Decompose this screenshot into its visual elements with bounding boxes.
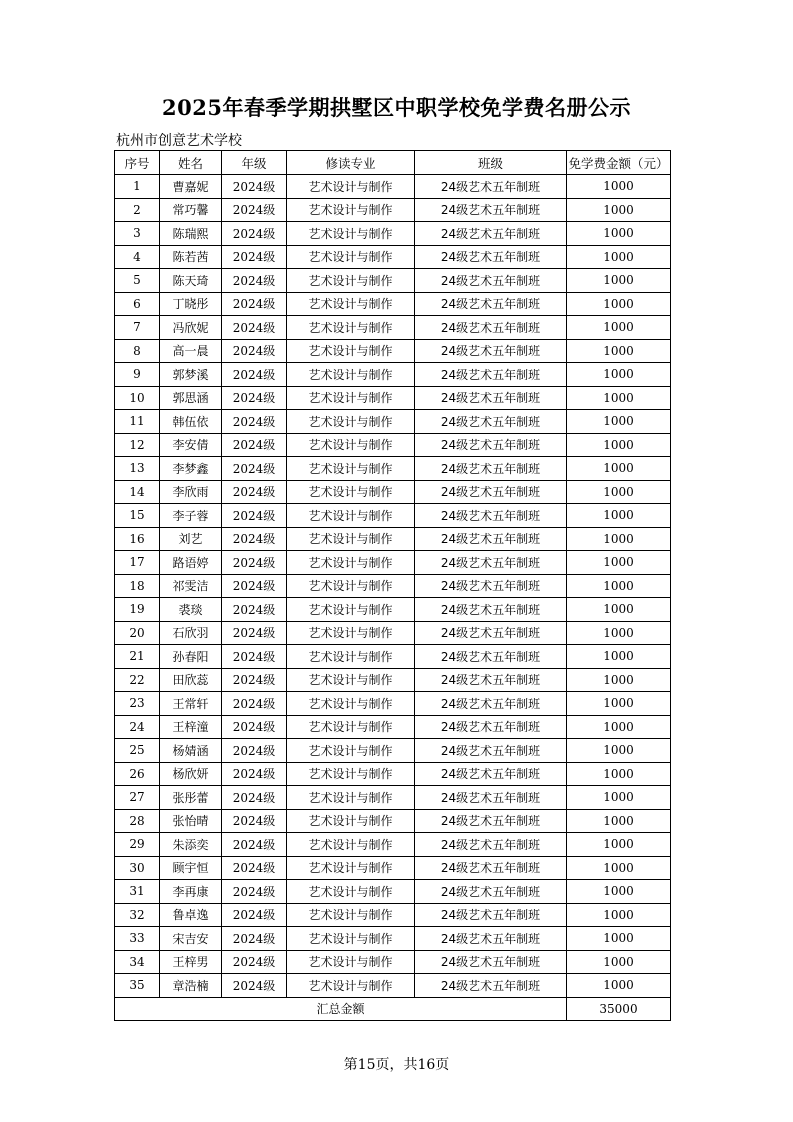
- cell-index: 35: [115, 974, 160, 998]
- cell-class: 24级艺术五年制班: [415, 668, 567, 692]
- cell-name: 裘琰: [160, 598, 222, 622]
- cell-name: 路语婷: [160, 551, 222, 575]
- cell-major: 艺术设计与制作: [287, 903, 415, 927]
- cell-index: 5: [115, 269, 160, 293]
- cell-index: 22: [115, 668, 160, 692]
- table-row: [115, 457, 671, 481]
- cell-amount: 1000: [567, 410, 671, 434]
- table-row: [115, 927, 671, 951]
- table-row: [115, 786, 671, 810]
- cell-index: 29: [115, 833, 160, 857]
- cell-amount: 1000: [567, 316, 671, 340]
- cell-class: 24级艺术五年制班: [415, 927, 567, 951]
- cell-major: 艺术设计与制作: [287, 880, 415, 904]
- table-row: [115, 433, 671, 457]
- cell-class: 24级艺术五年制班: [415, 574, 567, 598]
- cell-major: 艺术设计与制作: [287, 316, 415, 340]
- cell-index: 15: [115, 504, 160, 528]
- table-row: [115, 504, 671, 528]
- table-row: [115, 833, 671, 857]
- cell-index: 24: [115, 715, 160, 739]
- cell-index: 11: [115, 410, 160, 434]
- cell-name: 孙春阳: [160, 645, 222, 669]
- cell-index: 28: [115, 809, 160, 833]
- cell-index: 31: [115, 880, 160, 904]
- table-row: [115, 551, 671, 575]
- table-row: [115, 668, 671, 692]
- table-row: [115, 175, 671, 199]
- cell-name: 祁雯洁: [160, 574, 222, 598]
- cell-name: 宋吉安: [160, 927, 222, 951]
- cell-major: 艺术设计与制作: [287, 269, 415, 293]
- cell-class: 24级艺术五年制班: [415, 598, 567, 622]
- cell-name: 王梓潼: [160, 715, 222, 739]
- school-name: 杭州市创意艺术学校: [116, 133, 242, 149]
- cell-index: 12: [115, 433, 160, 457]
- cell-grade: 2024级: [222, 668, 287, 692]
- roster-table: [114, 150, 671, 1021]
- cell-grade: 2024级: [222, 292, 287, 316]
- cell-amount: 1000: [567, 292, 671, 316]
- cell-amount: 1000: [567, 551, 671, 575]
- cell-major: 艺术设计与制作: [287, 645, 415, 669]
- cell-name: 李子蓉: [160, 504, 222, 528]
- cell-class: 24级艺术五年制班: [415, 480, 567, 504]
- cell-amount: 1000: [567, 668, 671, 692]
- cell-class: 24级艺术五年制班: [415, 833, 567, 857]
- cell-name: 常巧馨: [160, 198, 222, 222]
- total-row: [115, 997, 671, 1021]
- header-class: 班级: [415, 151, 567, 175]
- cell-grade: 2024级: [222, 927, 287, 951]
- cell-grade: 2024级: [222, 574, 287, 598]
- table-row: [115, 527, 671, 551]
- cell-index: 18: [115, 574, 160, 598]
- cell-name: 朱添奕: [160, 833, 222, 857]
- cell-grade: 2024级: [222, 316, 287, 340]
- header-index: 序号: [115, 151, 160, 175]
- cell-amount: 1000: [567, 527, 671, 551]
- table-row: [115, 269, 671, 293]
- cell-amount: 1000: [567, 856, 671, 880]
- cell-amount: 1000: [567, 339, 671, 363]
- cell-grade: 2024级: [222, 598, 287, 622]
- cell-name: 李安倩: [160, 433, 222, 457]
- table-row: [115, 410, 671, 434]
- cell-class: 24级艺术五年制班: [415, 433, 567, 457]
- cell-grade: 2024级: [222, 551, 287, 575]
- cell-major: 艺术设计与制作: [287, 833, 415, 857]
- cell-class: 24级艺术五年制班: [415, 175, 567, 199]
- cell-class: 24级艺术五年制班: [415, 386, 567, 410]
- cell-major: 艺术设计与制作: [287, 551, 415, 575]
- cell-class: 24级艺术五年制班: [415, 903, 567, 927]
- cell-major: 艺术设计与制作: [287, 621, 415, 645]
- cell-grade: 2024级: [222, 739, 287, 763]
- cell-index: 27: [115, 786, 160, 810]
- cell-major: 艺术设计与制作: [287, 927, 415, 951]
- cell-name: 杨欣妍: [160, 762, 222, 786]
- table-row: [115, 762, 671, 786]
- cell-class: 24级艺术五年制班: [415, 339, 567, 363]
- cell-major: 艺术设计与制作: [287, 175, 415, 199]
- cell-grade: 2024级: [222, 527, 287, 551]
- cell-amount: 1000: [567, 574, 671, 598]
- cell-grade: 2024级: [222, 903, 287, 927]
- header-major: 修读专业: [287, 151, 415, 175]
- table-row: [115, 222, 671, 246]
- cell-amount: 1000: [567, 433, 671, 457]
- cell-grade: 2024级: [222, 809, 287, 833]
- cell-major: 艺术设计与制作: [287, 480, 415, 504]
- table-row: [115, 292, 671, 316]
- cell-name: 张彤蕾: [160, 786, 222, 810]
- cell-major: 艺术设计与制作: [287, 574, 415, 598]
- table-row: [115, 715, 671, 739]
- cell-index: 19: [115, 598, 160, 622]
- cell-index: 9: [115, 363, 160, 387]
- header-name: 姓名: [160, 151, 222, 175]
- cell-grade: 2024级: [222, 245, 287, 269]
- cell-index: 30: [115, 856, 160, 880]
- cell-grade: 2024级: [222, 950, 287, 974]
- cell-name: 丁晓彤: [160, 292, 222, 316]
- cell-class: 24级艺术五年制班: [415, 950, 567, 974]
- cell-class: 24级艺术五年制班: [415, 292, 567, 316]
- cell-grade: 2024级: [222, 504, 287, 528]
- cell-index: 1: [115, 175, 160, 199]
- cell-name: 李再康: [160, 880, 222, 904]
- cell-amount: 1000: [567, 692, 671, 716]
- cell-amount: 1000: [567, 809, 671, 833]
- cell-index: 32: [115, 903, 160, 927]
- cell-major: 艺术设计与制作: [287, 762, 415, 786]
- cell-name: 郭思涵: [160, 386, 222, 410]
- cell-grade: 2024级: [222, 433, 287, 457]
- cell-grade: 2024级: [222, 480, 287, 504]
- cell-index: 14: [115, 480, 160, 504]
- table-row: [115, 574, 671, 598]
- table-row: [115, 856, 671, 880]
- cell-class: 24级艺术五年制班: [415, 198, 567, 222]
- table-row: [115, 363, 671, 387]
- cell-class: 24级艺术五年制班: [415, 245, 567, 269]
- cell-class: 24级艺术五年制班: [415, 880, 567, 904]
- table-row: [115, 245, 671, 269]
- cell-class: 24级艺术五年制班: [415, 551, 567, 575]
- cell-major: 艺术设计与制作: [287, 856, 415, 880]
- cell-amount: 1000: [567, 645, 671, 669]
- cell-major: 艺术设计与制作: [287, 363, 415, 387]
- table-header-row: [115, 151, 671, 175]
- cell-amount: 1000: [567, 950, 671, 974]
- cell-class: 24级艺术五年制班: [415, 739, 567, 763]
- header-amount: 免学费金额（元）: [567, 151, 671, 175]
- cell-index: 4: [115, 245, 160, 269]
- table-body: [115, 175, 671, 998]
- cell-class: 24级艺术五年制班: [415, 457, 567, 481]
- table-row: [115, 692, 671, 716]
- cell-name: 郭梦溪: [160, 363, 222, 387]
- table-row: [115, 974, 671, 998]
- page-number: 第15页，共16页: [343, 1057, 450, 1073]
- cell-index: 8: [115, 339, 160, 363]
- cell-major: 艺术设计与制作: [287, 786, 415, 810]
- cell-class: 24级艺术五年制班: [415, 856, 567, 880]
- cell-amount: 1000: [567, 762, 671, 786]
- cell-grade: 2024级: [222, 269, 287, 293]
- cell-name: 冯欣妮: [160, 316, 222, 340]
- cell-major: 艺术设计与制作: [287, 527, 415, 551]
- cell-name: 刘艺: [160, 527, 222, 551]
- cell-major: 艺术设计与制作: [287, 715, 415, 739]
- cell-index: 21: [115, 645, 160, 669]
- cell-major: 艺术设计与制作: [287, 245, 415, 269]
- cell-name: 韩伍依: [160, 410, 222, 434]
- cell-name: 李梦鑫: [160, 457, 222, 481]
- cell-class: 24级艺术五年制班: [415, 692, 567, 716]
- total-label: 汇总金额: [115, 997, 567, 1021]
- cell-amount: 1000: [567, 598, 671, 622]
- cell-class: 24级艺术五年制班: [415, 786, 567, 810]
- cell-major: 艺术设计与制作: [287, 433, 415, 457]
- table-row: [115, 316, 671, 340]
- cell-amount: 1000: [567, 903, 671, 927]
- cell-amount: 1000: [567, 222, 671, 246]
- cell-major: 艺术设计与制作: [287, 457, 415, 481]
- cell-class: 24级艺术五年制班: [415, 504, 567, 528]
- cell-amount: 1000: [567, 175, 671, 199]
- cell-name: 王常轩: [160, 692, 222, 716]
- cell-amount: 1000: [567, 269, 671, 293]
- cell-grade: 2024级: [222, 410, 287, 434]
- cell-index: 26: [115, 762, 160, 786]
- cell-name: 顾宇恒: [160, 856, 222, 880]
- total-amount: 35000: [567, 997, 671, 1021]
- cell-index: 17: [115, 551, 160, 575]
- cell-grade: 2024级: [222, 386, 287, 410]
- cell-class: 24级艺术五年制班: [415, 410, 567, 434]
- cell-amount: 1000: [567, 715, 671, 739]
- table-row: [115, 480, 671, 504]
- cell-amount: 1000: [567, 833, 671, 857]
- table-row: [115, 645, 671, 669]
- cell-name: 李欣雨: [160, 480, 222, 504]
- cell-grade: 2024级: [222, 974, 287, 998]
- cell-name: 王梓男: [160, 950, 222, 974]
- cell-grade: 2024级: [222, 198, 287, 222]
- cell-grade: 2024级: [222, 692, 287, 716]
- cell-major: 艺术设计与制作: [287, 692, 415, 716]
- page-title: 2025年春季学期拱墅区中职学校免学费名册公示: [162, 95, 631, 120]
- cell-amount: 1000: [567, 974, 671, 998]
- cell-name: 石欣羽: [160, 621, 222, 645]
- cell-amount: 1000: [567, 386, 671, 410]
- cell-index: 16: [115, 527, 160, 551]
- cell-grade: 2024级: [222, 762, 287, 786]
- cell-index: 25: [115, 739, 160, 763]
- cell-index: 34: [115, 950, 160, 974]
- cell-name: 高一晨: [160, 339, 222, 363]
- cell-name: 张怡晴: [160, 809, 222, 833]
- table-row: [115, 621, 671, 645]
- cell-amount: 1000: [567, 457, 671, 481]
- cell-index: 33: [115, 927, 160, 951]
- cell-index: 23: [115, 692, 160, 716]
- cell-major: 艺术设计与制作: [287, 386, 415, 410]
- table-row: [115, 386, 671, 410]
- cell-amount: 1000: [567, 739, 671, 763]
- table-row: [115, 880, 671, 904]
- cell-index: 2: [115, 198, 160, 222]
- cell-major: 艺术设计与制作: [287, 222, 415, 246]
- cell-grade: 2024级: [222, 856, 287, 880]
- cell-class: 24级艺术五年制班: [415, 316, 567, 340]
- table-row: [115, 809, 671, 833]
- cell-amount: 1000: [567, 786, 671, 810]
- cell-amount: 1000: [567, 927, 671, 951]
- cell-name: 曹嘉妮: [160, 175, 222, 199]
- cell-amount: 1000: [567, 198, 671, 222]
- cell-class: 24级艺术五年制班: [415, 645, 567, 669]
- cell-index: 13: [115, 457, 160, 481]
- cell-class: 24级艺术五年制班: [415, 363, 567, 387]
- cell-class: 24级艺术五年制班: [415, 715, 567, 739]
- cell-class: 24级艺术五年制班: [415, 222, 567, 246]
- cell-grade: 2024级: [222, 457, 287, 481]
- table-row: [115, 339, 671, 363]
- cell-name: 鲁卓逸: [160, 903, 222, 927]
- table-row: [115, 903, 671, 927]
- cell-major: 艺术设计与制作: [287, 809, 415, 833]
- cell-name: 陈若茜: [160, 245, 222, 269]
- cell-class: 24级艺术五年制班: [415, 269, 567, 293]
- cell-major: 艺术设计与制作: [287, 974, 415, 998]
- cell-index: 20: [115, 621, 160, 645]
- cell-name: 陈天琦: [160, 269, 222, 293]
- cell-class: 24级艺术五年制班: [415, 762, 567, 786]
- cell-grade: 2024级: [222, 880, 287, 904]
- cell-grade: 2024级: [222, 363, 287, 387]
- cell-class: 24级艺术五年制班: [415, 621, 567, 645]
- cell-grade: 2024级: [222, 222, 287, 246]
- cell-grade: 2024级: [222, 175, 287, 199]
- cell-major: 艺术设计与制作: [287, 410, 415, 434]
- cell-major: 艺术设计与制作: [287, 668, 415, 692]
- cell-amount: 1000: [567, 245, 671, 269]
- cell-grade: 2024级: [222, 715, 287, 739]
- cell-class: 24级艺术五年制班: [415, 527, 567, 551]
- cell-grade: 2024级: [222, 645, 287, 669]
- cell-major: 艺术设计与制作: [287, 198, 415, 222]
- cell-index: 10: [115, 386, 160, 410]
- cell-amount: 1000: [567, 480, 671, 504]
- cell-index: 3: [115, 222, 160, 246]
- table-row: [115, 598, 671, 622]
- cell-major: 艺术设计与制作: [287, 504, 415, 528]
- cell-amount: 1000: [567, 363, 671, 387]
- header-grade: 年级: [222, 151, 287, 175]
- cell-name: 陈瑞熙: [160, 222, 222, 246]
- table-row: [115, 950, 671, 974]
- cell-name: 田欣蕊: [160, 668, 222, 692]
- cell-major: 艺术设计与制作: [287, 292, 415, 316]
- cell-major: 艺术设计与制作: [287, 950, 415, 974]
- table-row: [115, 739, 671, 763]
- cell-grade: 2024级: [222, 621, 287, 645]
- cell-grade: 2024级: [222, 786, 287, 810]
- cell-grade: 2024级: [222, 833, 287, 857]
- table-row: [115, 198, 671, 222]
- cell-class: 24级艺术五年制班: [415, 974, 567, 998]
- cell-name: 杨婧涵: [160, 739, 222, 763]
- cell-major: 艺术设计与制作: [287, 598, 415, 622]
- cell-amount: 1000: [567, 880, 671, 904]
- cell-amount: 1000: [567, 621, 671, 645]
- cell-major: 艺术设计与制作: [287, 339, 415, 363]
- cell-amount: 1000: [567, 504, 671, 528]
- cell-index: 6: [115, 292, 160, 316]
- cell-grade: 2024级: [222, 339, 287, 363]
- cell-index: 7: [115, 316, 160, 340]
- cell-name: 章浩楠: [160, 974, 222, 998]
- cell-major: 艺术设计与制作: [287, 739, 415, 763]
- cell-class: 24级艺术五年制班: [415, 809, 567, 833]
